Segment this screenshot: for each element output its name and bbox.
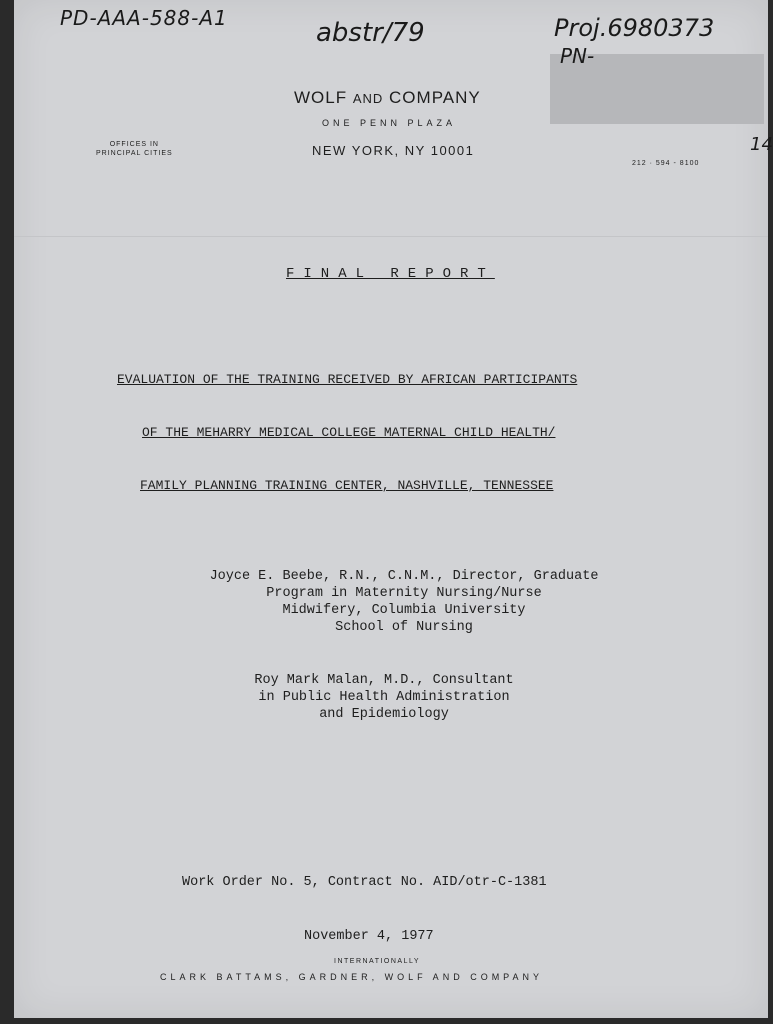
offices-line-1: OFFICES IN (109, 141, 159, 148)
handwritten-pn: PN- (560, 44, 595, 68)
firm-phone: 212 · 594 - 8100 (632, 160, 700, 167)
report-title: FINAL REPORT (286, 266, 495, 282)
author-line: Roy Mark Malan, M.D., Consultant (254, 673, 514, 688)
author-line: School of Nursing (335, 620, 473, 635)
report-date: November 4, 1977 (304, 929, 434, 944)
offices-line-2: PRINCIPAL CITIES (96, 150, 173, 157)
firm-address: ONE PENN PLAZA (322, 118, 457, 128)
handwritten-doc-id: PD-AAA-588-A1 (60, 6, 228, 30)
author-line: Joyce E. Beebe, R.N., C.N.M., Director, Graduate (209, 569, 599, 584)
handwritten-project-number: Proj.6980373 (554, 14, 715, 42)
letterhead-divider (14, 236, 768, 237)
firm-city: NEW YORK, NY 10001 (312, 143, 475, 158)
firm-name-wolf: WOLF (294, 88, 348, 107)
firm-name-company: COMPANY (389, 88, 481, 107)
author-line: in Public Health Administration (258, 690, 510, 705)
subject-line-3: FAMILY PLANNING TRAINING CENTER, NASHVILLE, TENNESSEE (140, 478, 554, 493)
document-page (14, 0, 773, 1018)
handwritten-page-mark: 14 (750, 134, 773, 155)
author-line: Program in Maternity Nursing/Nurse (266, 586, 542, 601)
partner-firms: CLARK BATTAMS, GARDNER, WOLF AND COMPANY (160, 972, 544, 982)
author-block-malan (134, 672, 634, 723)
firm-name-and: AND (352, 91, 384, 106)
handwritten-note: abstr/79 (316, 18, 425, 48)
author-line: Midwifery, Columbia University (282, 603, 526, 618)
subject-line-2: OF THE MEHARRY MEDICAL COLLEGE MATERNAL CHILD HEALTH/ (142, 425, 556, 440)
subject-line-1: EVALUATION OF THE TRAINING RECEIVED BY AFRICAN PARTICIPANTS (117, 372, 578, 387)
firm-name (294, 88, 481, 108)
internationally-label: INTERNATIONALLY (334, 958, 421, 965)
author-block-beebe (154, 568, 654, 636)
author-line: and Epidemiology (319, 707, 449, 722)
offices-note (96, 140, 173, 158)
work-order: Work Order No. 5, Contract No. AID/otr-C-1381 (182, 875, 547, 890)
